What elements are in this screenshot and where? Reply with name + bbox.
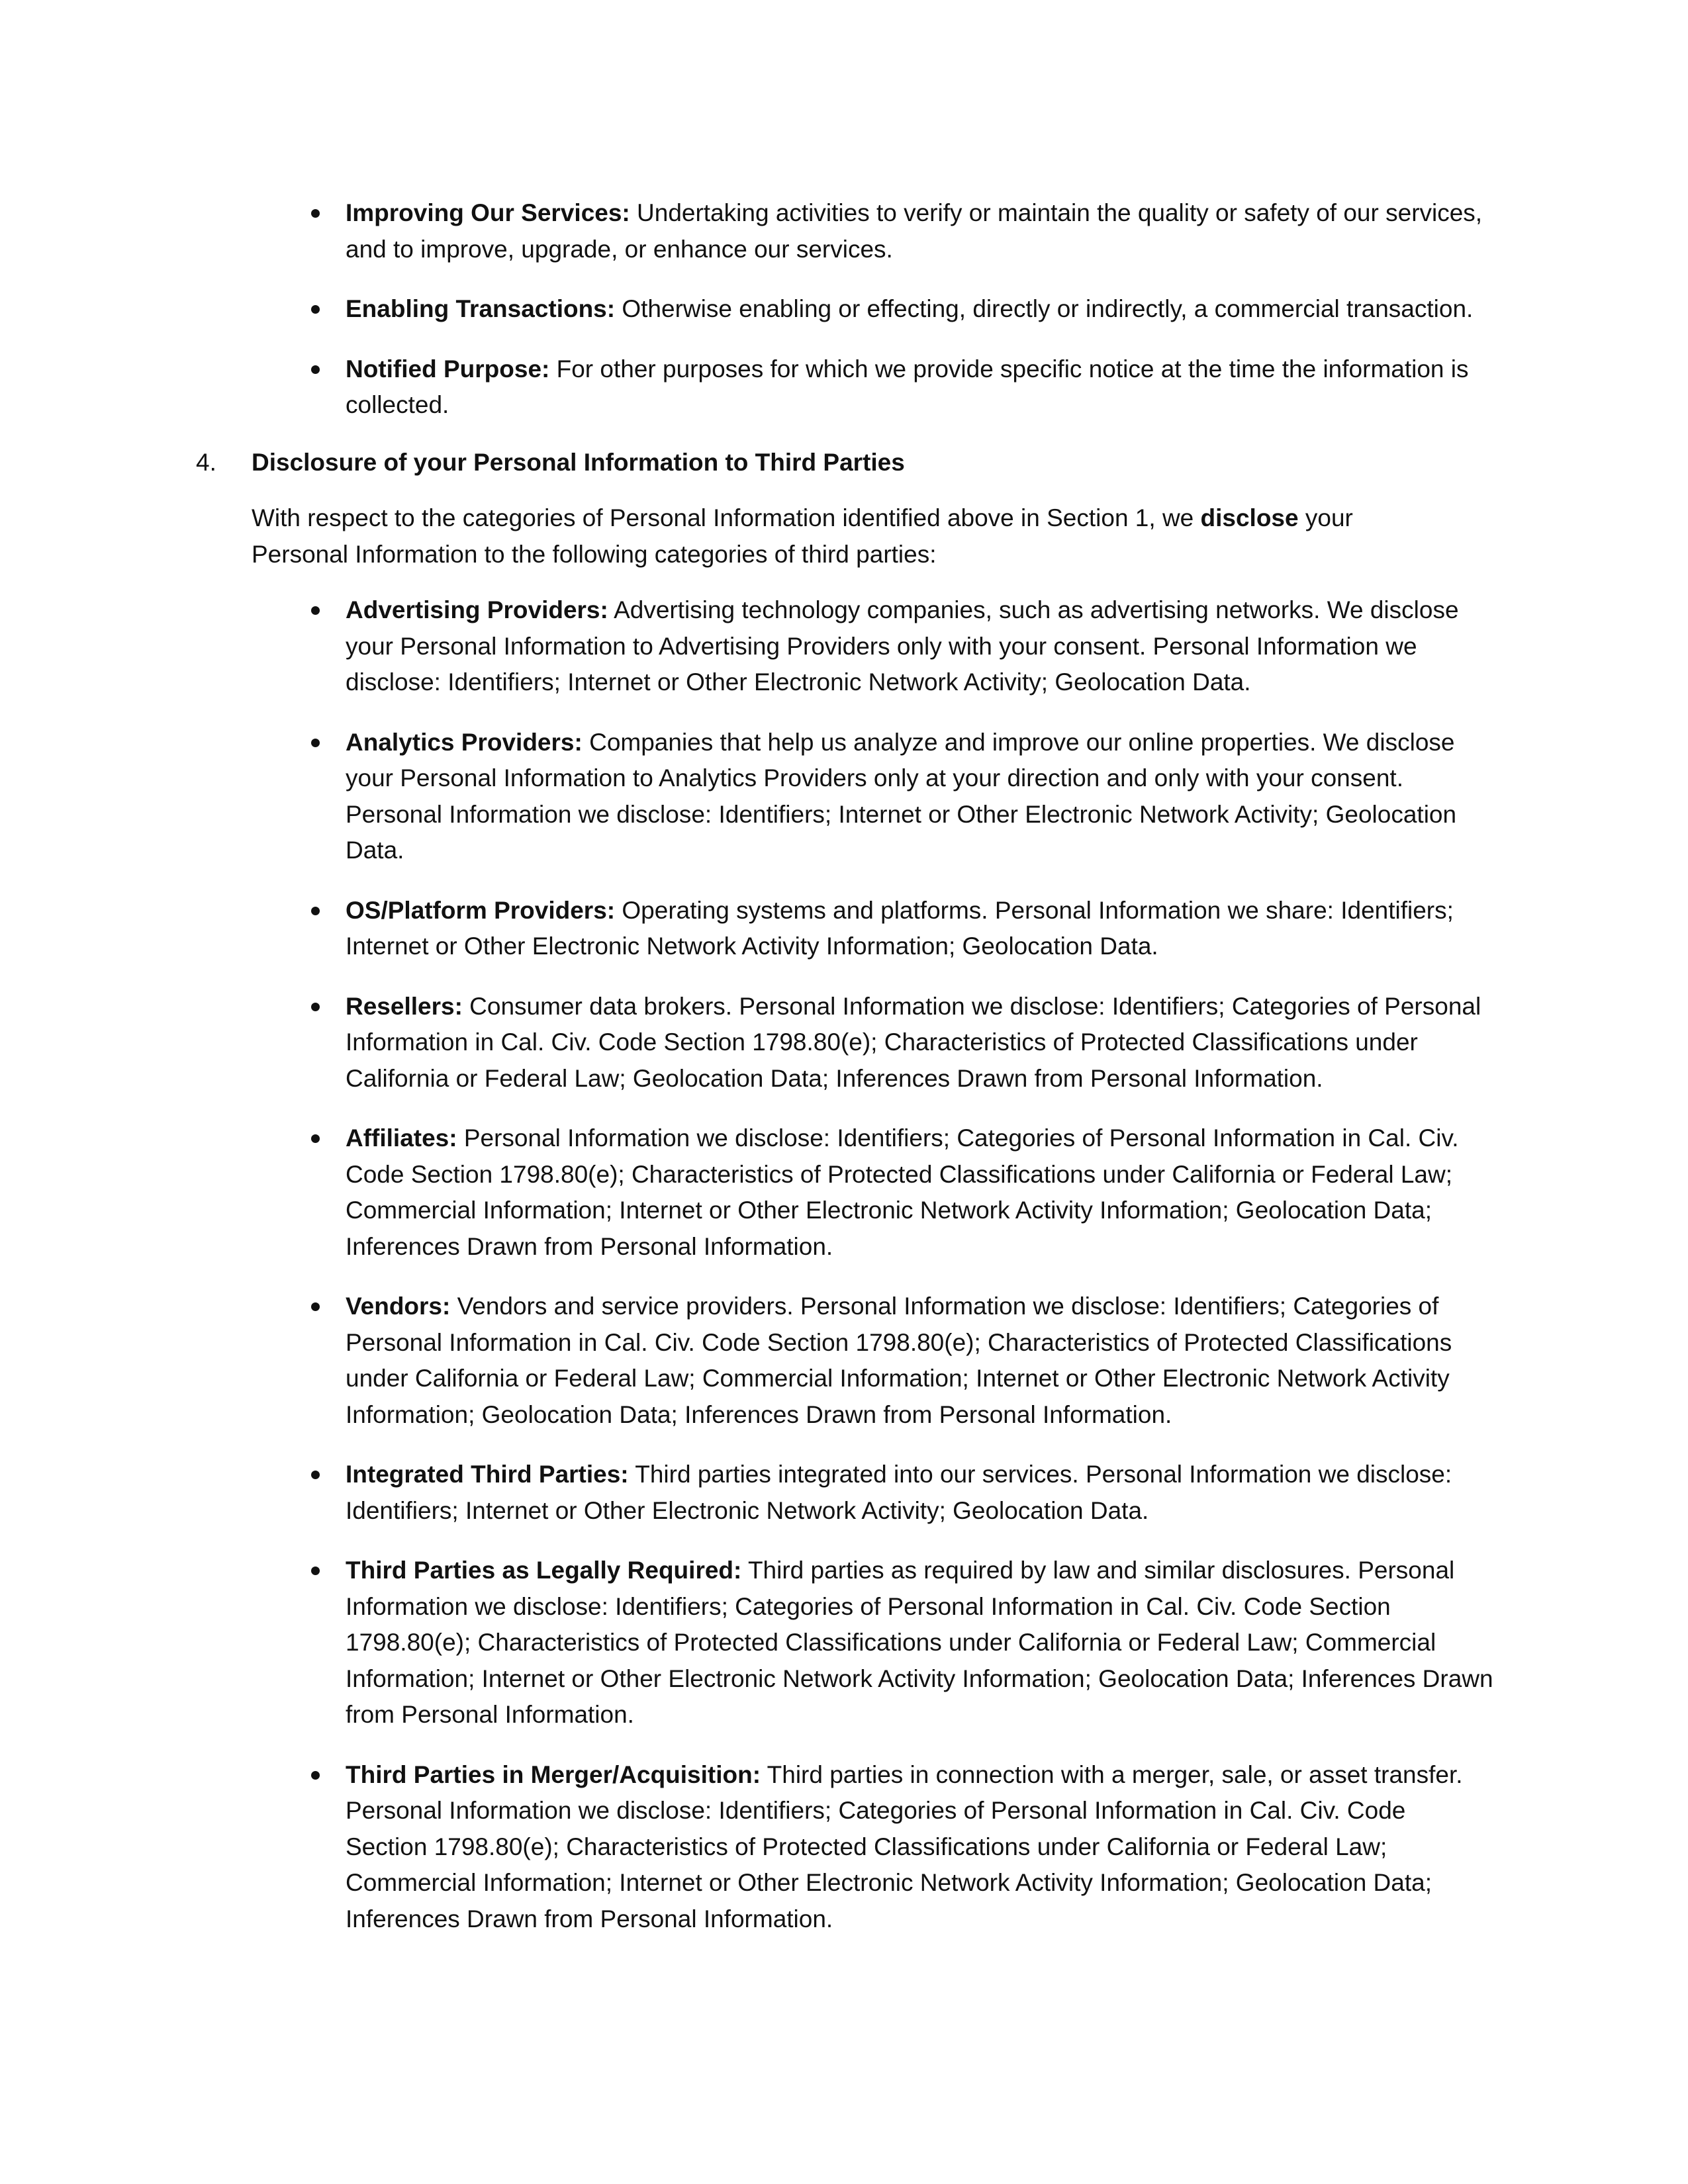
item-text: Personal Information we disclose: Identifiers; Categories of Personal Information in Cal. Civ. Code Section 1798.80(e); Characteristics of Protected Classifications under California or Federal Law; Commercial Information; Internet or Other Electronic Network Activity Information; Geolocation Data; Inferences Drawn from Personal Information.	[346, 1124, 1459, 1260]
item-term: Advertising Providers:	[346, 596, 608, 623]
purposes-list	[196, 195, 1493, 424]
intro-bold-text: disclose	[1200, 504, 1299, 531]
list-item	[196, 291, 1493, 328]
list-item	[196, 1553, 1493, 1733]
list-item	[196, 1120, 1493, 1265]
intro-text-before: With respect to the categories of Personal Information identified above in Section 1, we	[252, 504, 1201, 531]
intro-text-after: your Personal Information to the following categories of third parties:	[252, 504, 1353, 568]
item-term: Vendors:	[346, 1293, 451, 1320]
item-term: Analytics Providers:	[346, 728, 583, 756]
item-term: Affiliates:	[346, 1124, 457, 1152]
bullet-icon	[311, 1471, 320, 1479]
section-intro	[196, 500, 1456, 572]
item-text: Third parties integrated into our services. Personal Information we disclose: Identifiers; Internet or Other Electronic Network Activity; Geolocation Data.	[346, 1461, 1452, 1524]
list-item	[196, 1757, 1493, 1938]
item-term: Third Parties as Legally Required:	[346, 1557, 742, 1584]
bullet-icon	[311, 209, 320, 218]
list-item	[196, 725, 1493, 869]
item-term: Improving Our Services:	[346, 199, 630, 226]
bullet-icon	[311, 1302, 320, 1311]
item-text: For other purposes for which we provide specific notice at the time the information is collected.	[346, 355, 1469, 418]
list-item	[196, 592, 1493, 701]
item-term: OS/Platform Providers:	[346, 896, 616, 924]
bullet-icon	[311, 305, 320, 314]
bullet-icon	[311, 1003, 320, 1011]
item-text: Operating systems and platforms. Personal Information we share: Identifiers; Internet or Other Electronic Network Activity Information; Geolocation Data.	[346, 896, 1454, 960]
list-item	[196, 989, 1493, 1097]
section-number: 4.	[196, 448, 216, 476]
list-item	[196, 195, 1493, 267]
item-text: Otherwise enabling or effecting, directly or indirectly, a commercial transaction.	[615, 295, 1474, 322]
third-parties-list	[196, 592, 1493, 1937]
section-heading	[196, 445, 1493, 481]
item-text: Undertaking activities to verify or maintain the quality or safety of our services, and to improve, upgrade, or enhance our services.	[346, 199, 1483, 263]
item-term: Notified Purpose:	[346, 355, 550, 383]
item-text: Third parties as required by law and similar disclosures. Personal Information we disclose: Identifiers; Categories of Personal Information in Cal. Civ. Code Section 1798.80(e); Characteristics of Protected Classifications under California or Federal Law; Commercial Information; Internet or Other Electronic Network Activity Information; Geolocation Data; Inferences Drawn from Personal Information.	[346, 1557, 1493, 1728]
bullet-icon	[311, 907, 320, 915]
item-term: Integrated Third Parties:	[346, 1461, 629, 1488]
item-text: Third parties in connection with a merger, sale, or asset transfer. Personal Information we disclose: Identifiers; Categories of Personal Information in Cal. Civ. Code Section 1798.80(e); Characteristics of Protected Classifications under California or Federal Law; Commercial Information; Internet or Other Electronic Network Activity Information; Geolocation Data; Inferences Drawn from Personal Information.	[346, 1760, 1463, 1933]
item-text: Vendors and service providers. Personal Information we disclose: Identifiers; Categories of Personal Information in Cal. Civ. Code Section 1798.80(e); Characteristics of Protected Classifications under California or Federal Law; Commercial Information; Internet or Other Electronic Network Activity Information; Geolocation Data; Inferences Drawn from Personal Information.	[346, 1293, 1452, 1428]
item-text: Advertising technology companies, such as advertising networks. We disclose your Personal Information to Advertising Providers only with your consent. Personal Information we disclose: Identifiers; Internet or Other Electronic Network Activity; Geolocation Data.	[346, 596, 1459, 696]
item-text: Consumer data brokers. Personal Information we disclose: Identifiers; Categories of Personal Information in Cal. Civ. Code Section 1798.80(e); Characteristics of Protected Classifications under California or Federal Law; Geolocation Data; Inferences Drawn from Personal Information.	[346, 992, 1481, 1092]
bullet-icon	[311, 739, 320, 747]
bullet-icon	[311, 1771, 320, 1780]
section-title: Disclosure of your Personal Information to Third Parties	[252, 448, 905, 476]
list-item	[196, 893, 1493, 965]
bullet-icon	[311, 1567, 320, 1575]
bullet-icon	[311, 1134, 320, 1143]
bullet-icon	[311, 365, 320, 374]
list-item	[196, 1457, 1493, 1529]
list-item	[196, 1289, 1493, 1433]
list-item	[196, 351, 1493, 424]
bullet-icon	[311, 606, 320, 615]
item-term: Third Parties in Merger/Acquisition:	[346, 1760, 761, 1788]
page-content	[196, 195, 1493, 1961]
item-term: Resellers:	[346, 992, 463, 1020]
item-text: Companies that help us analyze and improve our online properties. We disclose your Personal Information to Analytics Providers only at your direction and only with your consent. Personal Information we disclose: Identifiers; Internet or Other Electronic Network Activity; Geolocation Data.	[346, 728, 1457, 864]
item-term: Enabling Transactions:	[346, 295, 616, 322]
